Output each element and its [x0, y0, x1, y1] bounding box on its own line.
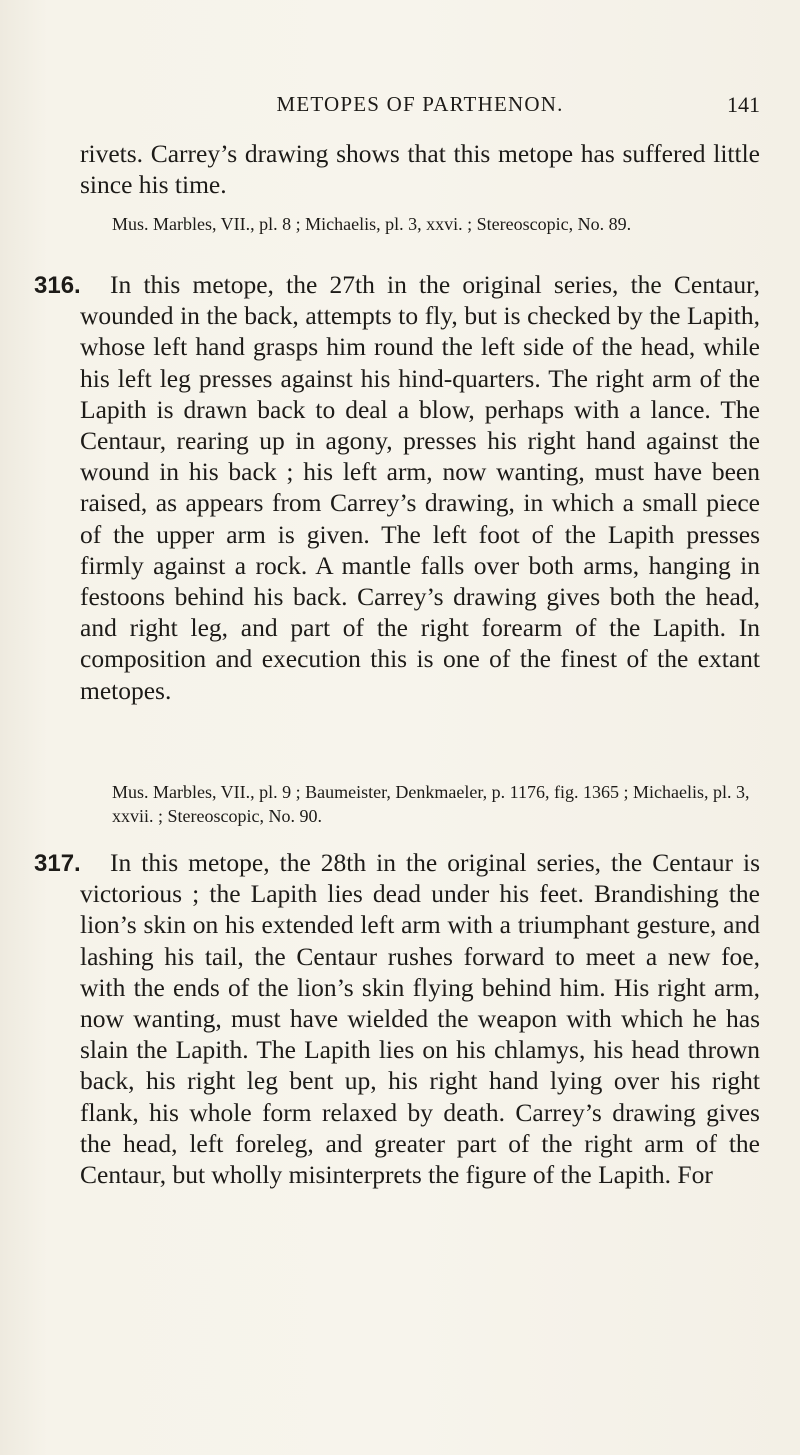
page-title: METOPES OF PARTHENON.	[276, 92, 564, 116]
page-number: 141	[727, 92, 760, 117]
entry-number: 316.	[34, 272, 81, 299]
entry-number: 317.	[34, 850, 81, 877]
entry-text	[80, 847, 760, 1190]
intro-paragraph: rivets. Carrey’s drawing shows that this metope has suffered little since his time.	[80, 139, 760, 200]
entry-text-content: In this metope, the 28th in the original series, the Centaur is victorious ; the Lapith lies dead under his feet. Brandishing the lion’s skin on his extended left arm with a triumphant gesture, and lashing his tail, the Centaur rushes forward to meet a new foe, with the ends of the lion’s skin flying behind him. His right arm, now wanting, must have wielded the weapon with which he has slain the Lapith. The Lapith lies on his chlamys, his head thrown back, his right leg bent up, his right hand lying over his right flank, his whole form relaxed by death. Carrey’s drawing gives the head, left foreleg, and greater part of the right arm of the Centaur, but wholly misinterprets the figure of the Lapith. For	[80, 848, 760, 1190]
running-header	[80, 92, 760, 122]
entry-text	[80, 269, 760, 706]
intro-citation: Mus. Marbles, VII., pl. 8 ; Michaelis, pl. 3, xxvi. ; Stereoscopic, No. 89.	[112, 214, 632, 234]
entry-text-content: In this metope, the 27th in the original series, the Centaur, wounded in the back, attempts to fly, but is checked by the Lapith, whose left hand grasps him round the left side of the head, while his left leg presses against his hind-quarters. The right arm of the Lapith is drawn back to deal a blow, perhaps with a lance. The Centaur, rearing up in agony, presses his right hand against the wound in his back ; his left arm, now wanting, must have been raised, as appears from Carrey’s drawing, in which a small piece of the upper arm is given. The left foot of the Lapith presses firmly against a rock. A mantle falls over both arms, hanging in festoons behind his back. Carrey’s drawing gives both the head, and right leg, and part of the right forearm of the Lapith. In composition and execution this is one of the finest of the extant metopes.	[80, 270, 760, 705]
entry-citation: Mus. Marbles, VII., pl. 9 ; Baumeister, Denkmaeler, p. 1176, fig. 1365 ; Michaelis, pl. 3, xxvii. ; Stereoscopic, No. 90.	[112, 782, 750, 826]
